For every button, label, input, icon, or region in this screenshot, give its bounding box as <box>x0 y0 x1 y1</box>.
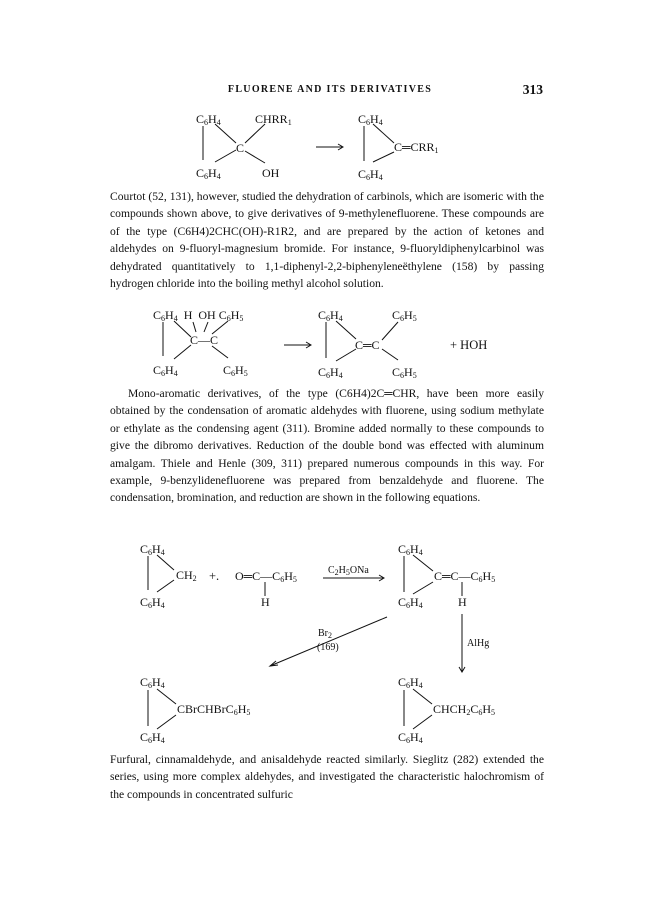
s3-benzylidene-top: C6H4 <box>398 542 423 557</box>
s3-bromination-ref: (169) <box>317 642 339 653</box>
s2-byproduct: + HOH <box>450 338 488 352</box>
s3-fluorene-bottom: C6H4 <box>140 595 165 610</box>
s2-product-ring-bottom: C6H4 <box>318 365 343 380</box>
s1-product-ring-top: C6H4 <box>358 112 383 127</box>
s3-aldehyde-h: H <box>261 595 270 609</box>
s3-fluorene-ch2: CH2 <box>176 568 197 583</box>
s3-benzylidene-bottom: C6H4 <box>398 595 423 610</box>
page-number: 313 <box>522 82 543 97</box>
s3-plus: +. <box>209 569 220 583</box>
s2-ring-bottom: C6H4 <box>153 363 178 378</box>
s1-substituent-top: CHRR1 <box>255 112 292 127</box>
s3-dibromo-group: CBrCHBrC6H5 <box>177 702 251 717</box>
s2-product-ring-top: C6H4 <box>318 308 343 323</box>
s1-ring-top: C6H4 <box>196 112 221 127</box>
paragraph-1-text: Courtot (52, 131), however, studied the dehydration of carbinols, which are isomeric with the compounds shown above, to give derivatives of 9-methylenefluorene. These compounds are of the type (C6H4)2CHC(OH)-R1R2, and are prepared by the action of ketones and aldehydes on 9-fluoryl-magnesium bromide. For instance, 9-fluoryldiphenylcarbinol was dehydrated quantitatively to 1,1-diphenyl-2,2-biphenyleneëthylene (158) by passing hydrogen chloride into the boiling methyl alcohol solution. <box>110 190 544 291</box>
s3-fluorene-top: C6H4 <box>140 542 165 557</box>
s3-dibromo-bottom: C6H4 <box>140 730 165 745</box>
s3-reagent-ethylate: $C_2H_5ONa$ <box>328 565 369 577</box>
s1-product-ring-bottom: C6H4 <box>358 167 383 182</box>
paragraph-3-text: Furfural, cinnamaldehyde, and anisaldehyde reacted similarly. Sieglitz (282) extended the series, using more complex aldehydes, and investigated the characteristic halochromism of the compounds in concentrated sulfuric <box>110 753 544 801</box>
s3-dibromo-top: C6H4 <box>140 675 165 690</box>
s3-benzylidene-group: C═C—C6H5 <box>434 569 496 584</box>
paragraph-2-text: Mono-aromatic derivatives, of the type (C6H4)2C═CHR, have been more easily obtained by the condensation of aromatic aldehydes with fluorene, using sodium methylate or ethylate as the condensing agent (311). Bromine added normally to these compounds to give the dibromo derivatives. Reduction of the double bond was effected with aluminum amalgam. Thiele and Henle (309, 311) prepared numerous compounds in this way. For example, 9-benzylidenefluorene was prepared from benzaldehyde and fluorene. The condensation, bromination, and reduction are shown in the following equations. <box>110 387 544 505</box>
s3-bromine-reagent: $Br_2$ <box>318 628 332 640</box>
s1-center-carbon: C <box>236 141 245 155</box>
s3-benzyl-top: C6H4 <box>398 675 423 690</box>
s2-top-labels: C6H4 H OH C6H5 <box>153 308 244 323</box>
running-title: FLUORENE AND ITS DERIVATIVES <box>227 84 433 95</box>
s2-product-phenyl-bottom: C6H5 <box>392 365 417 380</box>
s3-benzyl-group: CHCH2C6H5 <box>433 702 496 717</box>
s3-benzylidene-h: H <box>458 595 467 609</box>
s2-product-phenyl-top: C6H5 <box>392 308 417 323</box>
s2-phenyl-bottom: C6H5 <box>223 363 248 378</box>
s2-product-center: C═C <box>355 338 380 352</box>
s1-ring-bottom: C6H4 <box>196 166 221 181</box>
s3-aldehyde: O═C—C6H5 <box>235 569 297 584</box>
s2-center: C—C <box>190 333 219 347</box>
page-header <box>110 84 545 100</box>
paragraph-2 <box>110 385 544 507</box>
paragraph-3 <box>110 751 544 803</box>
paragraph-1 <box>110 188 544 292</box>
s1-product-group: C═CRR1 <box>394 140 439 155</box>
s3-reduction-reagent: AlHg <box>467 638 490 649</box>
s1-substituent-bottom: OH <box>262 166 280 180</box>
s3-benzyl-bottom: C6H4 <box>398 730 423 745</box>
